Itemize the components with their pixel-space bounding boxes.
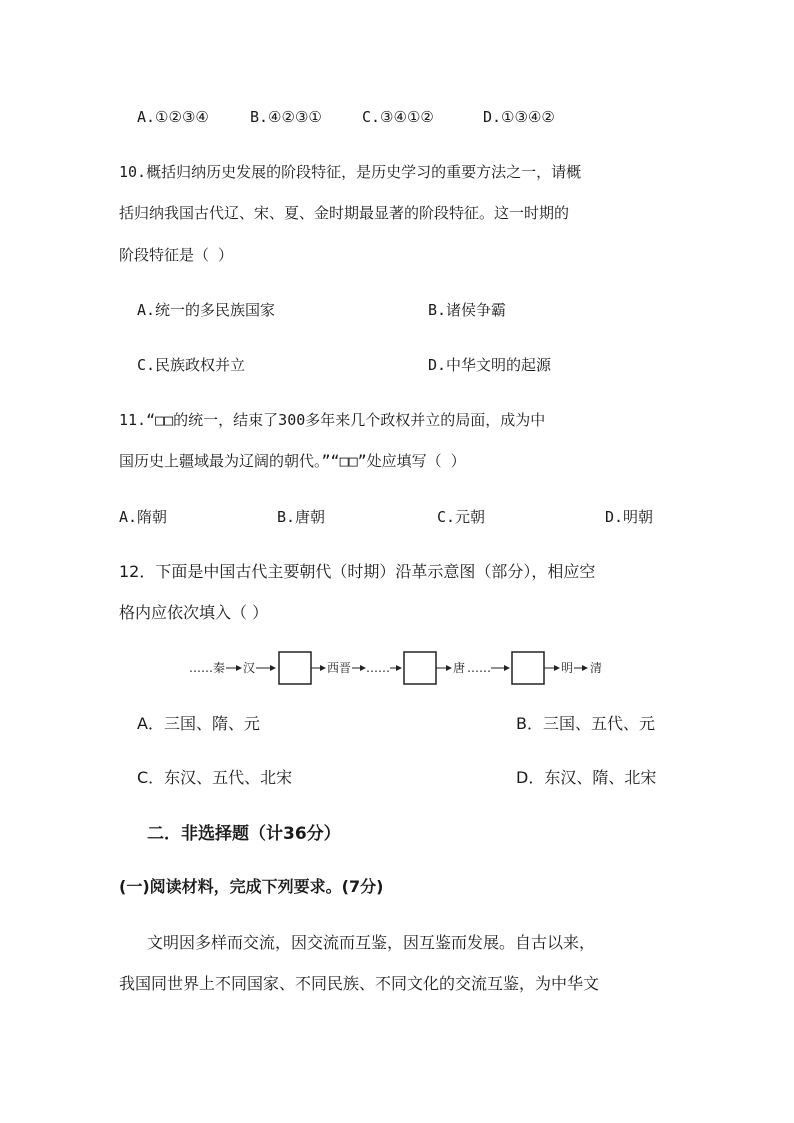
q12-option-b: B．三国、五代、元 <box>516 714 655 733</box>
subsection-heading: (一)阅读材料，完成下列要求。(7分) <box>119 877 384 896</box>
q12-option-a: A．三国、隋、元 <box>137 714 260 733</box>
q10-option-c: C.民族政权并立 <box>137 356 246 374</box>
section-title: 二．非选择题（计36分） <box>147 824 341 844</box>
q11-stem-line1: 11.“□□的统一，结束了300多年来几个政权并立的局面，成为中 <box>119 411 546 429</box>
dynasty-timeline-diagram <box>189 650 609 686</box>
q12-option-c: C．东汉、五代、北宋 <box>137 768 293 787</box>
q10-option-b: B.诸侯争霸 <box>428 301 507 319</box>
timeline-lead-dots: …… <box>189 661 213 675</box>
timeline-han: 汉 <box>243 661 256 675</box>
q12-stem-line1: 12．下面是中国古代主要朝代（时期）沿革示意图（部分），相应空 <box>119 562 596 581</box>
q12-stem-line2: 格内应依次填入（ ） <box>119 603 269 622</box>
q11-option-a: A.隋朝 <box>119 508 168 526</box>
q11-option-d: D.明朝 <box>605 508 654 526</box>
q9-option-d: D.①③④② <box>483 108 555 126</box>
timeline-blank-box-1 <box>279 652 311 684</box>
q11-stem-line2: 国历史上疆域最为辽阔的朝代。”“□□”处应填写（ ） <box>119 452 466 470</box>
q10-stem-line2: 括归纳我国古代辽、宋、夏、金时期最显著的阶段特征。这一时期的 <box>119 204 570 222</box>
q9-option-b: B.④②③① <box>250 108 322 126</box>
q11-option-b: B.唐朝 <box>277 508 326 526</box>
timeline-blank-box-2 <box>404 652 436 684</box>
q10-option-a: A.统一的多民族国家 <box>137 301 276 319</box>
timeline-tang: 唐 <box>453 661 466 675</box>
timeline-ming: 明 <box>561 661 574 675</box>
timeline-gap-dots: …… <box>366 661 390 675</box>
q12-option-d: D．东汉、隋、北宋 <box>516 768 657 787</box>
q10-stem-line3: 阶段特征是（ ） <box>119 246 234 264</box>
timeline-qing: 清 <box>590 661 603 675</box>
timeline-qin: 秦 <box>213 661 226 675</box>
timeline-gap-dots-2: …… <box>467 661 491 675</box>
q9-option-a: A.①②③④ <box>137 108 209 126</box>
material-paragraph-line2: 我国同世界上不同国家、不同民族、不同文化的交流互鉴，为中华文 <box>119 974 600 993</box>
material-paragraph-line1: 文明因多样而交流，因交流而互鉴，因互鉴而发展。自古以来， <box>147 933 596 952</box>
q10-stem-line1: 10.概括归纳历史发展的阶段特征，是历史学习的重要方法之一，请概 <box>119 163 582 181</box>
timeline-blank-box-3 <box>512 652 544 684</box>
timeline-western-jin: 西晋 <box>327 661 352 675</box>
q9-option-c: C.③④①② <box>362 108 434 126</box>
q11-option-c: C.元朝 <box>437 508 486 526</box>
q10-option-d: D.中华文明的起源 <box>428 356 552 374</box>
